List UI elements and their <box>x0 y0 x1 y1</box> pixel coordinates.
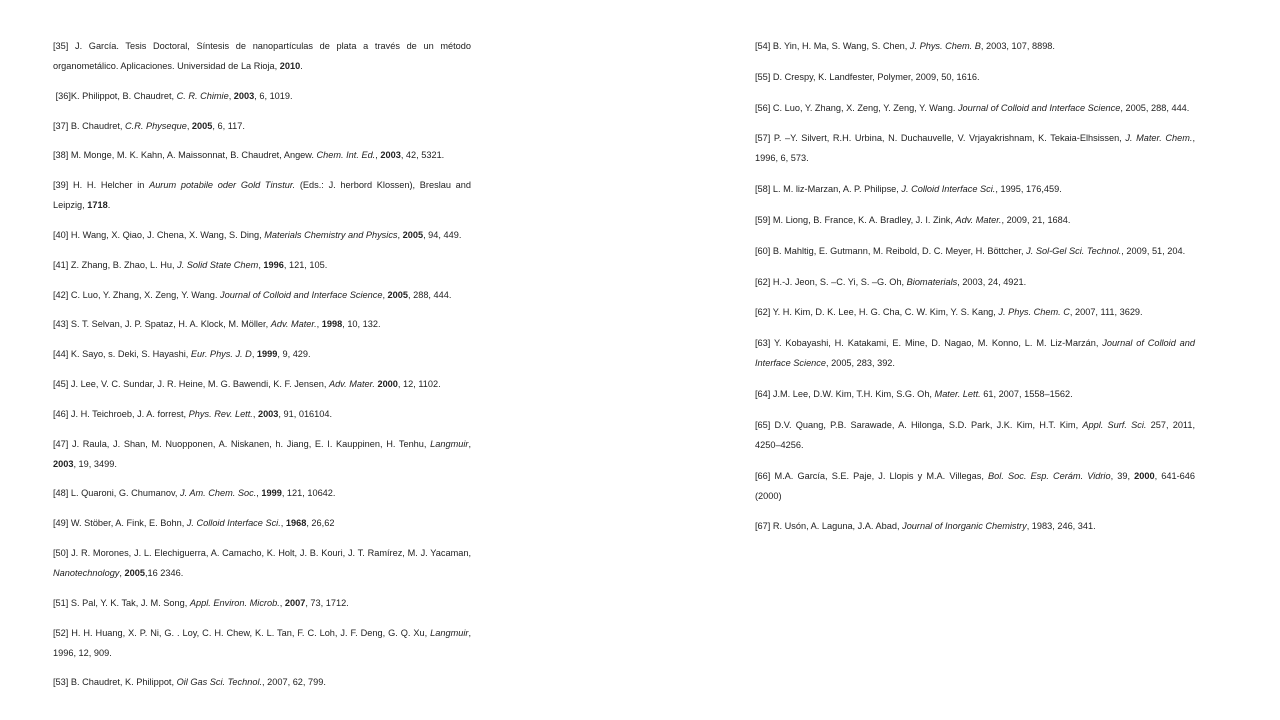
reference-year-text: 2003 <box>233 90 255 101</box>
reference-year-text: 2005 <box>191 120 213 131</box>
reference-text: 61, 2007, 1558–1562. <box>980 388 1073 399</box>
reference-text: [49] W. Stöber, A. Fink, E. Bohn, <box>53 518 187 529</box>
reference-text: [55] D. Crespy, K. Landfester, Polymer, 2009, 50, 1616. <box>755 71 980 82</box>
reference-journal-text: J. Colloid Interface Sci. <box>186 518 281 529</box>
reference-text: , 26,62 <box>306 518 335 529</box>
reference-text: , 42, 5321. <box>400 150 445 161</box>
reference-entry <box>53 255 471 275</box>
reference-text: [45] J. Lee, V. C. Sundar, J. R. Heine, M. G. Bawendi, K. F. Jensen, <box>53 378 329 389</box>
reference-entry <box>755 272 1195 292</box>
reference-journal-text: Journal of Colloid and Interface Science <box>957 102 1121 113</box>
reference-entry <box>53 36 474 76</box>
reference-entry <box>755 67 1195 87</box>
reference-journal-text: Langmuir <box>430 627 469 638</box>
reference-text: , 94, 449. <box>423 229 462 240</box>
reference-text: , 1995, 176,459. <box>995 184 1062 195</box>
reference-text: [67] R. Usón, A. Laguna, J.A. Abad, <box>755 521 903 532</box>
reference-entry <box>53 374 471 394</box>
reference-entry <box>53 513 471 533</box>
reference-text: , 1996, 6, 573. <box>755 133 1198 164</box>
reference-text: , <box>279 597 285 608</box>
reference-text: , <box>468 438 474 449</box>
reference-journal-text: Chem. Int. Ed. <box>316 150 376 161</box>
reference-journal-text: Oil Gas Sci. Technol. <box>176 677 263 688</box>
reference-journal-text: J. Sol-Gel Sci. Technol. <box>1026 245 1122 256</box>
reference-year-text: 2005 <box>402 229 424 240</box>
reference-text: , 6, 117. <box>212 120 245 131</box>
reference-text: [53] B. Chaudret, K. Philippot, <box>53 677 177 688</box>
reference-journal-text: Adv. Mater. <box>270 319 317 330</box>
reference-text: , 2003, 24, 4921. <box>957 276 1027 287</box>
reference-text: [65] D.V. Quang, P.B. Sarawade, A. Hilonga, S.D. Park, J.K. Kim, H.T. Kim, <box>755 419 1083 430</box>
reference-text: [40] H. Wang, X. Qiao, J. Chena, X. Wang, S. Ding, <box>53 229 265 240</box>
reference-text: [62] Y. H. Kim, D. K. Lee, H. G. Cha, C. W. Kim, Y. S. Kang, <box>755 307 999 318</box>
reference-year-text: 2005 <box>387 289 408 300</box>
reference-entry <box>755 128 1198 168</box>
reference-entry <box>755 333 1198 373</box>
reference-entry <box>53 86 471 106</box>
reference-text: [60] B. Mahltig, E. Gutmann, M. Reibold, D. C. Meyer, H. Böttcher, <box>755 245 1027 256</box>
reference-entry <box>755 241 1195 261</box>
reference-text: , <box>256 488 262 499</box>
reference-text: [47] J. Raula, J. Shan, M. Nuopponen, A. Niskanen, h. Jiang, E. I. Kauppinen, H. Tenhu, <box>53 438 431 449</box>
reference-text: [58] L. M. liz-Marzan, A. P. Philipse, <box>755 184 902 195</box>
reference-entry <box>53 543 474 583</box>
reference-text: . <box>300 61 303 71</box>
reference-text: [57] P. –Y. Silvert, R.H. Urbina, N. Duchauvelle, V. Vrjayakrishnam, K. Tekaia-Elhsissen, <box>755 133 1126 144</box>
reference-entry <box>53 483 471 503</box>
reference-year-text: 2003 <box>257 408 279 419</box>
reference-entry <box>53 116 471 136</box>
reference-text: [35] J. García. Tesis Doctoral, Síntesis de nanopartículas de plata a través de un método organometálico. Aplicaciones. Universidad de La Rioja, <box>53 41 474 71</box>
reference-text: , <box>251 349 257 360</box>
reference-text: , <box>119 567 125 578</box>
reference-text: [52] H. H. Huang, X. P. Ni, G. . Loy, C. H. Chew, K. L. Tan, F. C. Loh, J. F. Deng, G. Q. Xu, <box>53 627 431 638</box>
reference-year-text: 2007 <box>284 597 306 608</box>
reference-entry <box>755 302 1195 322</box>
reference-journal-text: Journal of Inorganic Chemistry <box>902 521 1027 532</box>
reference-text: , <box>186 120 192 131</box>
reference-text: , 121, 105. <box>283 259 328 270</box>
reference-entry <box>53 175 474 215</box>
reference-text: , 121, 10642. <box>281 488 336 499</box>
reference-entry <box>53 404 471 424</box>
reference-journal-text: Langmuir <box>430 438 469 449</box>
reference-text: [59] M. Liong, B. France, K. A. Bradley, J. I. Zink, <box>755 214 956 225</box>
reference-journal-text: C. R. Chimie <box>176 90 229 101</box>
reference-journal-text: J. Phys. Chem. C <box>998 307 1070 318</box>
reference-journal-text: Journal of Colloid and Interface Science <box>755 338 1198 369</box>
reference-text: , <box>228 90 234 101</box>
reference-journal-text: Appl. Environ. Microb. <box>189 597 280 608</box>
reference-text: , 288, 444. <box>408 289 452 300</box>
reference-journal-text: J. Am. Chem. Soc. <box>180 488 257 499</box>
reference-entry <box>53 225 471 245</box>
reference-journal-text: J. Mater. Chem. <box>1125 133 1193 144</box>
references-left-column <box>53 36 474 702</box>
reference-entry <box>53 285 471 305</box>
reference-text: , <box>316 319 322 330</box>
reference-text: [66] M.A. García, S.E. Paje, J. Llopis y M.A. Villegas, <box>755 470 989 481</box>
reference-text: [42] C. Luo, Y. Zhang, X. Zeng, Y. Wang. <box>53 289 221 300</box>
reference-text: , 9, 429. <box>277 349 311 360</box>
reference-entry <box>755 179 1195 199</box>
reference-entry <box>53 145 471 165</box>
reference-text: [36]K. Philippot, B. Chaudret, <box>53 90 177 101</box>
reference-text: [64] J.M. Lee, D.W. Kim, T.H. Kim, S.G. Oh, <box>755 388 935 399</box>
reference-text: [39] H. H. Helcher in <box>53 180 150 191</box>
reference-entry <box>53 314 471 334</box>
reference-text: , 1983, 246, 341. <box>1026 521 1096 532</box>
reference-text: , <box>382 289 388 300</box>
reference-text: , 2009, 21, 1684. <box>1001 214 1071 225</box>
reference-text: , 6, 1019. <box>254 90 293 101</box>
reference-journal-text: Nanotechnology <box>53 567 120 578</box>
reference-text: [41] Z. Zhang, B. Zhao, L. Hu, <box>53 259 178 270</box>
reference-text: , 2009, 51, 204. <box>1121 245 1186 256</box>
reference-text: [38] M. Monge, M. K. Kahn, A. Maissonnat, B. Chaudret, Angew. <box>53 150 317 161</box>
reference-year-text: 2003 <box>380 150 401 161</box>
reference-year-text: 2000 <box>1134 470 1155 481</box>
reference-year-text: 1999 <box>256 349 278 360</box>
reference-journal-text: Bol. Soc. Esp. Cerám. Vidrio <box>988 470 1111 481</box>
reference-text: , <box>280 518 286 529</box>
reference-text: 257, 2011, 4250–4256. <box>755 419 1198 450</box>
reference-year-text: 1968 <box>285 518 307 529</box>
reference-year-text: 1718 <box>87 200 108 211</box>
reference-text: (Eds.: J. herbord Klossen), Breslau and Leipzig, <box>53 180 474 211</box>
reference-year-text: 2003 <box>53 458 74 469</box>
reference-year-text: 2010 <box>279 61 301 71</box>
reference-journal-text: J. Colloid Interface Sci. <box>901 184 996 195</box>
reference-year-text: 2000 <box>377 378 398 389</box>
reference-text: . <box>107 200 111 211</box>
reference-journal-text: J. Solid State Chem <box>177 259 259 270</box>
reference-text: , <box>375 150 381 161</box>
reference-text: , 2005, 288, 444. <box>1120 102 1190 113</box>
reference-text: , 12, 1102. <box>397 378 441 389</box>
reference-journal-text: Biomaterials <box>906 276 958 287</box>
reference-entry <box>53 434 474 474</box>
reference-text: [56] C. Luo, Y. Zhang, X. Zeng, Y. Zeng, Y. Wang. <box>755 102 958 113</box>
reference-text: , 39, <box>1110 470 1135 481</box>
reference-text: [50] J. R. Morones, J. L. Elechiguerra, A. Camacho, K. Holt, J. B. Kouri, J. T. Ramírez, M. J. Yacaman, <box>53 547 474 558</box>
reference-text: [43] S. T. Selvan, J. P. Spataz, H. A. Klock, M. Möller, <box>53 319 271 330</box>
reference-entry <box>755 98 1195 118</box>
reference-text: , <box>252 408 258 419</box>
reference-year-text: 2005 <box>124 567 145 578</box>
reference-journal-text: Adv. Mater. <box>955 214 1002 225</box>
reference-journal-text: Eur. Phys. J. D <box>190 349 252 360</box>
references-right-column <box>755 36 1198 547</box>
reference-text: , 641-646 (2000) <box>755 470 1198 501</box>
reference-text: , 2003, 107, 8898. <box>980 41 1055 51</box>
reference-journal-text: Adv. Mater. <box>328 378 375 389</box>
reference-text: [44] K. Sayo, s. Deki, S. Hayashi, <box>53 349 191 360</box>
reference-journal-text: Journal of Colloid and Interface Science <box>220 289 383 300</box>
reference-entry <box>755 516 1195 536</box>
reference-year-text: 1998 <box>321 319 343 330</box>
reference-text: [54] B. Yin, H. Ma, S. Wang, S. Chen, <box>755 41 910 51</box>
reference-year-text: 1996 <box>263 259 284 270</box>
reference-entry <box>53 672 471 692</box>
reference-entry <box>53 623 474 663</box>
reference-text: , 1996, 12, 909. <box>53 627 474 658</box>
reference-journal-text: C.R. Physeque <box>125 120 187 131</box>
reference-text: [48] L. Quaroni, G. Chumanov, <box>53 488 180 499</box>
reference-text: , 2007, 111, 3629. <box>1069 307 1143 318</box>
reference-journal-text: Materials Chemistry and Physics <box>264 229 398 240</box>
reference-journal-text: Aurum potabile oder Gold Tinstur. <box>149 180 296 191</box>
reference-text: , <box>397 229 403 240</box>
reference-journal-text: Mater. Lett. <box>934 388 981 399</box>
reference-text: , 91, 016104. <box>278 408 333 419</box>
reference-text: , 19, 3499. <box>73 458 117 469</box>
reference-text: [46] J. H. Teichroeb, J. A. forrest, <box>53 408 189 419</box>
reference-text: , 2007, 62, 799. <box>262 677 326 688</box>
reference-entry <box>53 593 471 613</box>
reference-text: , 2005, 283, 392. <box>826 358 895 369</box>
reference-entry <box>755 415 1198 455</box>
reference-journal-text: J. Phys. Chem. B <box>909 41 981 51</box>
reference-text: ,16 2346. <box>144 567 184 578</box>
reference-entry <box>755 36 1195 56</box>
reference-entry <box>53 344 471 364</box>
reference-year-text: 1999 <box>261 488 282 499</box>
reference-entry <box>755 466 1198 506</box>
reference-text: , 73, 1712. <box>305 597 349 608</box>
reference-journal-text: Phys. Rev. Lett. <box>188 408 253 419</box>
reference-text: [63] Y. Kobayashi, H. Katakami, E. Mine, D. Nagao, M. Konno, L. M. Liz-Marzán, <box>755 338 1103 349</box>
reference-text: , <box>258 259 264 270</box>
reference-text: [62] H.-J. Jeon, S. –C. Yi, S. –G. Oh, <box>755 276 907 287</box>
reference-text: , 10, 132. <box>342 319 381 330</box>
reference-text: [51] S. Pal, Y. K. Tak, J. M. Song, <box>53 597 190 608</box>
reference-entry <box>755 210 1195 230</box>
reference-text: [37] B. Chaudret, <box>53 120 126 131</box>
reference-entry <box>755 384 1195 404</box>
reference-journal-text: Appl. Surf. Sci. <box>1082 419 1147 430</box>
